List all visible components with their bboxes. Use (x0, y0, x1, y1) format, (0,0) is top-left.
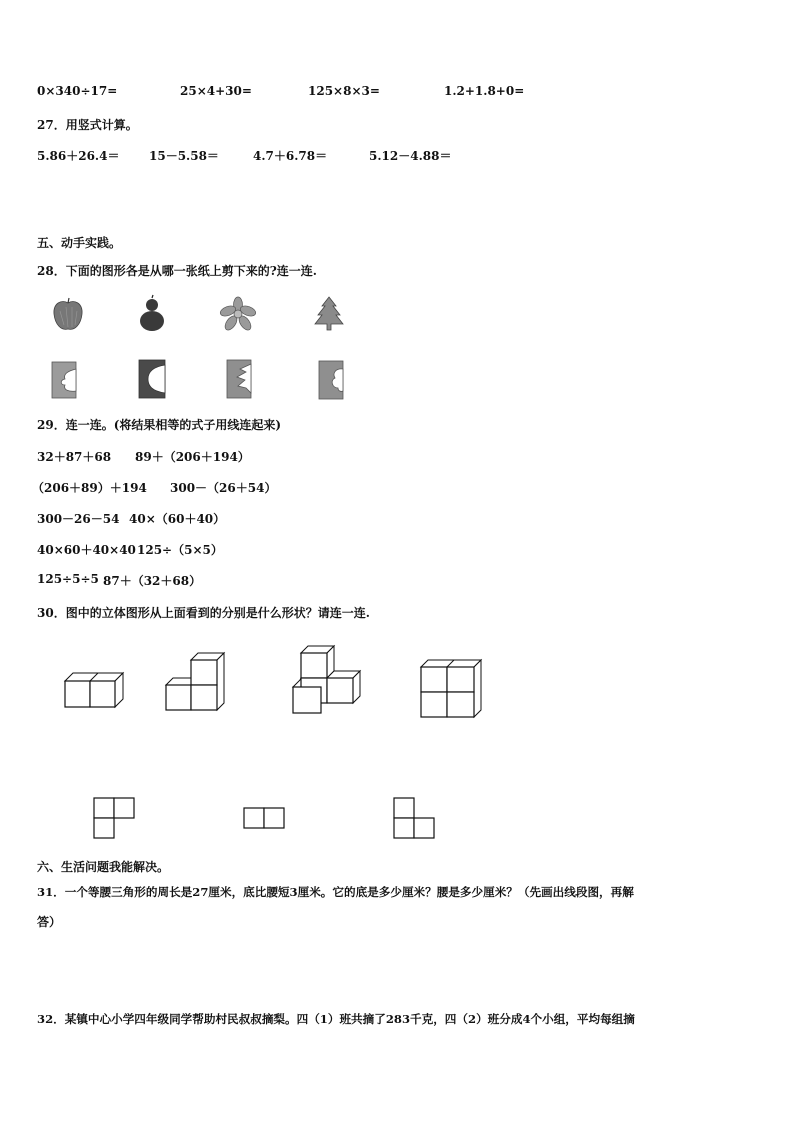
oral-calc-1: 0×340÷17= (37, 84, 118, 98)
q29-title: 29．连一连。(将结果相等的式子用线连起来) (37, 418, 282, 432)
section6-heading: 六、生活问题我能解决。 (37, 860, 170, 874)
top-view-2[interactable] (243, 807, 287, 829)
solid-figure-2[interactable] (165, 652, 227, 714)
q27-expr-2: 15－5.58＝ (149, 149, 219, 163)
q28-title: 28．下面的图形各是从哪一张纸上剪下来的?连一连. (37, 264, 317, 278)
apple-shape-icon[interactable] (50, 297, 86, 333)
paper-zigzag-cut-icon[interactable] (226, 359, 252, 399)
paper-arc-cut-icon[interactable] (138, 359, 166, 399)
solid-figure-1[interactable] (64, 664, 126, 710)
q27-expr-1: 5.86＋26.4＝ (37, 149, 120, 163)
q32-line1: 32．某镇中心小学四年级同学帮助村民叔叔摘梨。四（1）班共摘了283千克，四（2）班分成4个小组，平均每组摘 (37, 1012, 635, 1026)
q27-expr-3: 4.7＋6.78＝ (253, 149, 328, 163)
q29-right-4[interactable]: 125÷（5×5） (137, 543, 223, 557)
q31-line2: 答） (37, 915, 62, 929)
q29-left-3[interactable]: 300－26－54 (37, 512, 120, 526)
q29-left-2[interactable]: （206＋89）＋194 (32, 481, 147, 495)
q31-line1: 31．一个等腰三角形的周长是27厘米，底比腰短3厘米。它的底是多少厘米？腰是多少厘米？（先画出线段图，再解 (37, 885, 634, 899)
paper-leaf-cut-icon[interactable] (51, 361, 77, 399)
oral-calc-4: 1.2+1.8+0= (444, 84, 525, 98)
q29-right-3[interactable]: 40×（60＋40） (129, 512, 226, 526)
gourd-shape-icon[interactable] (135, 295, 169, 333)
q30-title: 30．图中的立体图形从上面看到的分别是什么形状？请连一连. (37, 606, 370, 620)
solid-figure-3[interactable] (291, 645, 363, 717)
q29-left-1[interactable]: 32＋87＋68 (37, 450, 112, 464)
section5-heading: 五、动手实践。 (37, 236, 122, 250)
q27-expr-4: 5.12－4.88＝ (369, 149, 452, 163)
tree-shape-icon[interactable] (314, 296, 344, 332)
solid-figure-4[interactable] (420, 659, 484, 721)
flower-shape-icon[interactable] (220, 297, 256, 331)
oral-calc-3: 125×8×3= (308, 84, 380, 98)
q29-right-2[interactable]: 300－（26＋54） (170, 481, 277, 495)
top-view-3[interactable] (393, 797, 437, 839)
q29-left-4[interactable]: 40×60＋40×40 (37, 543, 136, 557)
q27-title: 27．用竖式计算。 (37, 118, 138, 132)
q29-right-5[interactable]: 87＋（32＋68） (103, 574, 202, 588)
q29-left-5[interactable]: 125÷5÷5 (37, 572, 99, 586)
oral-calc-2: 25×4+30= (180, 84, 252, 98)
q29-right-1[interactable]: 89＋（206＋194） (135, 450, 250, 464)
paper-round-cut-icon[interactable] (318, 360, 344, 400)
top-view-1[interactable] (93, 797, 137, 839)
